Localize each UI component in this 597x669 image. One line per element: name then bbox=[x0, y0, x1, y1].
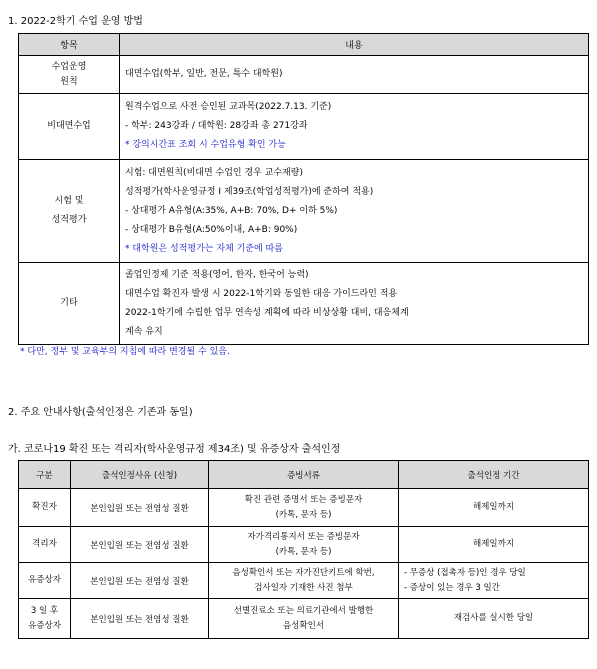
table-row bbox=[19, 94, 589, 160]
row-label: 비대면수업 bbox=[19, 94, 120, 160]
table-row bbox=[19, 56, 589, 94]
attendance-table bbox=[18, 460, 589, 639]
column-header-period: 출석인정 기간 bbox=[399, 461, 589, 489]
row-label: 기타 bbox=[19, 263, 120, 345]
row-period: 재검사를 실시한 당일 bbox=[399, 599, 589, 639]
row-docs: 선별진료소 또는 의료기관에서 발행한 음성확인서 bbox=[209, 599, 399, 639]
blue-note: * 강의시간표 조회 시 수업유형 확인 가능 bbox=[125, 140, 286, 150]
column-header-type: 구분 bbox=[19, 461, 71, 489]
row-reason: 본인입원 또는 전염성 질환 bbox=[71, 527, 209, 563]
section1-title: 1. 2022-2학기 수업 운영 방법 bbox=[8, 16, 143, 27]
blue-note: * 대학원은 성적평가는 자체 기준에 따름 bbox=[125, 243, 283, 254]
footnote: * 다만, 정부 및 교육부의 지침에 따라 변경될 수 있음. bbox=[20, 347, 230, 357]
row-label: 수업운영 원칙 bbox=[19, 56, 120, 94]
column-header-reason: 출석인정사유 (신청) bbox=[71, 461, 209, 489]
row-docs: 음성확인서 또는 자가진단키트에 학번, 검사일자 기재한 사진 첨부 bbox=[209, 563, 399, 599]
row-label: 시험 및 성적평가 bbox=[19, 160, 120, 263]
row-type: 확진자 bbox=[19, 489, 71, 527]
row-period: - 무증상 (접촉자 등)인 경우 당일 - 증상이 있는 경우 3 일간 bbox=[399, 563, 589, 599]
row-docs: 자가격리통지서 또는 증빙문자 (카톡, 문자 등) bbox=[209, 527, 399, 563]
row-content: 원격수업으로 사전 승인된 교과목(2022.7.13. 기준) - 학부: 243강좌 / 대학원: 28강좌 총 271강좌 * 강의시간표 조회 시 수업유형 확인 가능 bbox=[120, 94, 589, 160]
table-header-row bbox=[19, 34, 589, 56]
table-row bbox=[19, 599, 589, 639]
section2-subtitle: 가. 코로나19 확진 또는 격리자(학사운영규정 제34조) 및 유증상자 출석인정 bbox=[8, 444, 341, 455]
column-header-content: 내용 bbox=[120, 34, 589, 56]
table-row bbox=[19, 160, 589, 263]
table-header-row bbox=[19, 461, 589, 489]
operation-table bbox=[18, 33, 589, 345]
table-row bbox=[19, 563, 589, 599]
row-reason: 본인입원 또는 전염성 질환 bbox=[71, 563, 209, 599]
row-period: 해제일까지 bbox=[399, 489, 589, 527]
row-docs: 확진 관련 증명서 또는 증빙문자 (카톡, 문자 등) bbox=[209, 489, 399, 527]
row-period: 해제일까지 bbox=[399, 527, 589, 563]
row-type: 3 일 후 유증상자 bbox=[19, 599, 71, 639]
table-row bbox=[19, 263, 589, 345]
row-reason: 본인입원 또는 전염성 질환 bbox=[71, 599, 209, 639]
column-header-item: 항목 bbox=[19, 34, 120, 56]
table-row bbox=[19, 527, 589, 563]
row-content: 시험: 대면원칙(비대면 수업인 경우 교수재량) 성적평가(학사운영규정 I 제39조(학업성적평가)에 준하여 적용) - 상대평가 A유형(A:35%, A+B: 70%, D+ 이하 5%) - 상대평가 B유형(A:50%이내, A+B: 90%) * 대학원은 성적평가는 자체 기준에 따름 bbox=[120, 160, 589, 263]
row-type: 격리자 bbox=[19, 527, 71, 563]
table-row bbox=[19, 489, 589, 527]
section2-title: 2. 주요 안내사항(출석인정은 기존과 동일) bbox=[8, 407, 193, 418]
row-content: 대면수업(학부, 일반, 전문, 특수 대학원) bbox=[120, 56, 589, 94]
column-header-docs: 증빙서류 bbox=[209, 461, 399, 489]
row-reason: 본인입원 또는 전염성 질환 bbox=[71, 489, 209, 527]
row-type: 유증상자 bbox=[19, 563, 71, 599]
row-content: 졸업인정제 기준 적용(영어, 한자, 한국어 능력) 대면수업 확진자 발생 시 2022-1학기와 동일한 대응 가이드라인 적용 2022-1학기에 수립한 업무 연속성 계획에 따라 비상상황 대비, 대응체계 계속 유지 bbox=[120, 263, 589, 345]
